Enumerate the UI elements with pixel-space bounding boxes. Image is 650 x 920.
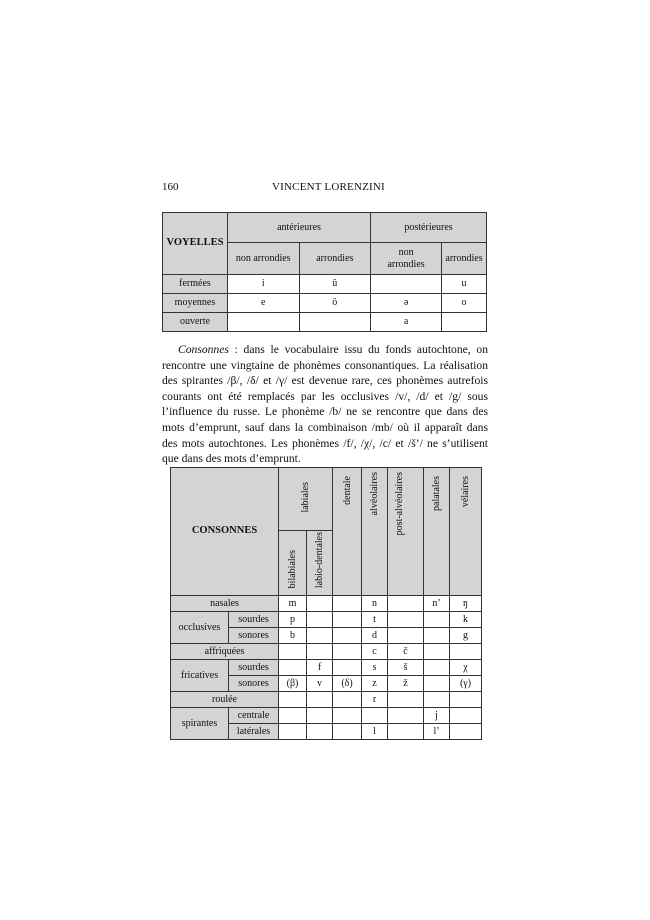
consonant-cell: p [279,612,307,628]
vowel-subheader: non arrondies [371,243,442,275]
consonant-cell [424,628,450,644]
consonant-cell [279,644,307,660]
consonant-cell: z [362,676,388,692]
consonant-cell: n’ [424,596,450,612]
vowel-row-label: fermées [163,275,228,294]
consonant-row-spirantes-centrale [171,708,482,724]
vowel-cell: ö [299,294,371,313]
consonant-cell: (β) [279,676,307,692]
vowel-row-label: moyennes [163,294,228,313]
vowel-cell [299,313,371,332]
consonant-cell [307,596,333,612]
place-dentale: dentale [333,468,362,596]
vowel-row [163,313,487,332]
consonant-cell: m [279,596,307,612]
consonant-cell: č [388,644,424,660]
row-sublabel: sonores [229,628,279,644]
consonant-cell [388,596,424,612]
consonant-cell [424,676,450,692]
row-sublabel: sourdes [229,612,279,628]
consonant-row-nasales [171,596,482,612]
consonant-cell: ŋ [450,596,482,612]
consonant-cell [450,708,482,724]
consonant-cell: d [362,628,388,644]
consonant-row-roulee [171,692,482,708]
row-label: spirantes [171,708,229,740]
vowel-cell: u [442,275,487,294]
consonant-cell: s [362,660,388,676]
vowel-cell: ə [371,294,442,313]
vowel-cell: a [371,313,442,332]
consonant-cell: c [362,644,388,660]
consonant-row-fricatives-sourdes [171,660,482,676]
consonant-cell [279,708,307,724]
vowel-table-title: VOYELLES [163,213,228,275]
row-label: roulée [171,692,279,708]
vowel-subheader: non arrondies [227,243,299,275]
consonant-cell [388,612,424,628]
vowel-row-label: ouverte [163,313,228,332]
consonant-cell [333,596,362,612]
vowel-cell: e [227,294,299,313]
vowel-row [163,294,487,313]
consonant-cell [333,660,362,676]
vowel-subheader: arrondies [442,243,487,275]
vowel-row [163,275,487,294]
vowel-cell [371,275,442,294]
vowel-cell: i [227,275,299,294]
consonant-cell: (γ) [450,676,482,692]
row-label: affriquées [171,644,279,660]
consonant-cell: ž [388,676,424,692]
subplace-bilabiales: bilabiales [279,531,307,596]
row-sublabel: sonores [229,676,279,692]
consonant-cell: l’ [424,724,450,740]
place-palatales: palatales [424,468,450,596]
consonant-cell [424,612,450,628]
consonant-cell [362,708,388,724]
vowel-table [162,212,487,332]
vowel-cell [227,313,299,332]
consonant-cell [279,724,307,740]
consonant-cell: k [450,612,482,628]
consonant-row-affriquees [171,644,482,660]
consonant-table-title: CONSONNES [171,468,279,596]
vowel-group-posterieures: postérieures [371,213,487,243]
consonant-cell: t [362,612,388,628]
subplace-labio-dentales: labio-dentales [307,531,333,596]
consonant-cell [307,612,333,628]
vowel-group-anterieures: antérieures [227,213,370,243]
paragraph-text: : dans le vocabulaire issu du fonds autochtone, on rencontre une vingtaine de phonèmes consonantiques. La réalisation des spirantes /β/, /δ/ et /γ/ est devenue rare, ces phonèmes autrefois courants ont été remplacés par les occlusives /v/, /d/ et /g/ sous l’influence du russe. Le phonème /b/ ne se rencontre que dans des mots d’emprunt, sauf dans la combinaison /mb/ où il apparaît dans des mots autochtones. Les phonèmes /f/, /χ/, /c/ et /š’/ ne s’utilisent que dans des mots d’emprunt. [162,343,488,466]
consonant-row-occlusives-sourdes [171,612,482,628]
consonant-cell [307,692,333,708]
consonant-cell [424,644,450,660]
consonant-cell [388,628,424,644]
consonant-cell: r [362,692,388,708]
consonant-cell: g [450,628,482,644]
consonant-cell [388,708,424,724]
place-velaires: vélaires [450,468,482,596]
consonnes-paragraph [162,342,488,467]
consonant-cell [333,644,362,660]
consonant-cell [279,660,307,676]
consonant-cell [333,724,362,740]
consonant-cell [279,692,307,708]
consonant-cell: š [388,660,424,676]
consonant-cell: j [424,708,450,724]
vowel-cell: ü [299,275,371,294]
consonant-cell [424,692,450,708]
place-labiales: labiales [279,468,333,531]
consonant-cell [388,692,424,708]
vowel-subheader: arrondies [299,243,371,275]
consonant-cell [333,708,362,724]
page-number: 160 [162,181,179,193]
consonant-cell [307,708,333,724]
consonant-cell: l [362,724,388,740]
consonant-cell: n [362,596,388,612]
consonant-cell [450,692,482,708]
row-sublabel: sourdes [229,660,279,676]
consonant-cell [307,628,333,644]
vowel-cell: o [442,294,487,313]
running-head: VINCENT LORENZINI [272,181,385,193]
row-label: fricatives [171,660,229,692]
place-post-alveolaires: post-alvéolaires [388,468,424,596]
row-sublabel: latérales [229,724,279,740]
consonant-table [170,467,482,740]
place-alveolaires: alvéolaires [362,468,388,596]
paragraph-label: Consonnes [178,343,229,356]
consonant-cell [333,612,362,628]
consonant-cell: b [279,628,307,644]
consonant-cell: χ [450,660,482,676]
consonant-cell: v [307,676,333,692]
consonant-cell [333,692,362,708]
consonant-cell [450,724,482,740]
consonant-cell [307,644,333,660]
row-sublabel: centrale [229,708,279,724]
consonant-cell [307,724,333,740]
consonant-cell [333,628,362,644]
consonant-cell: (δ) [333,676,362,692]
consonant-cell [450,644,482,660]
vowel-cell [442,313,487,332]
consonant-cell: f [307,660,333,676]
row-label: nasales [171,596,279,612]
row-label: occlusives [171,612,229,644]
consonant-cell [388,724,424,740]
consonant-cell [424,660,450,676]
